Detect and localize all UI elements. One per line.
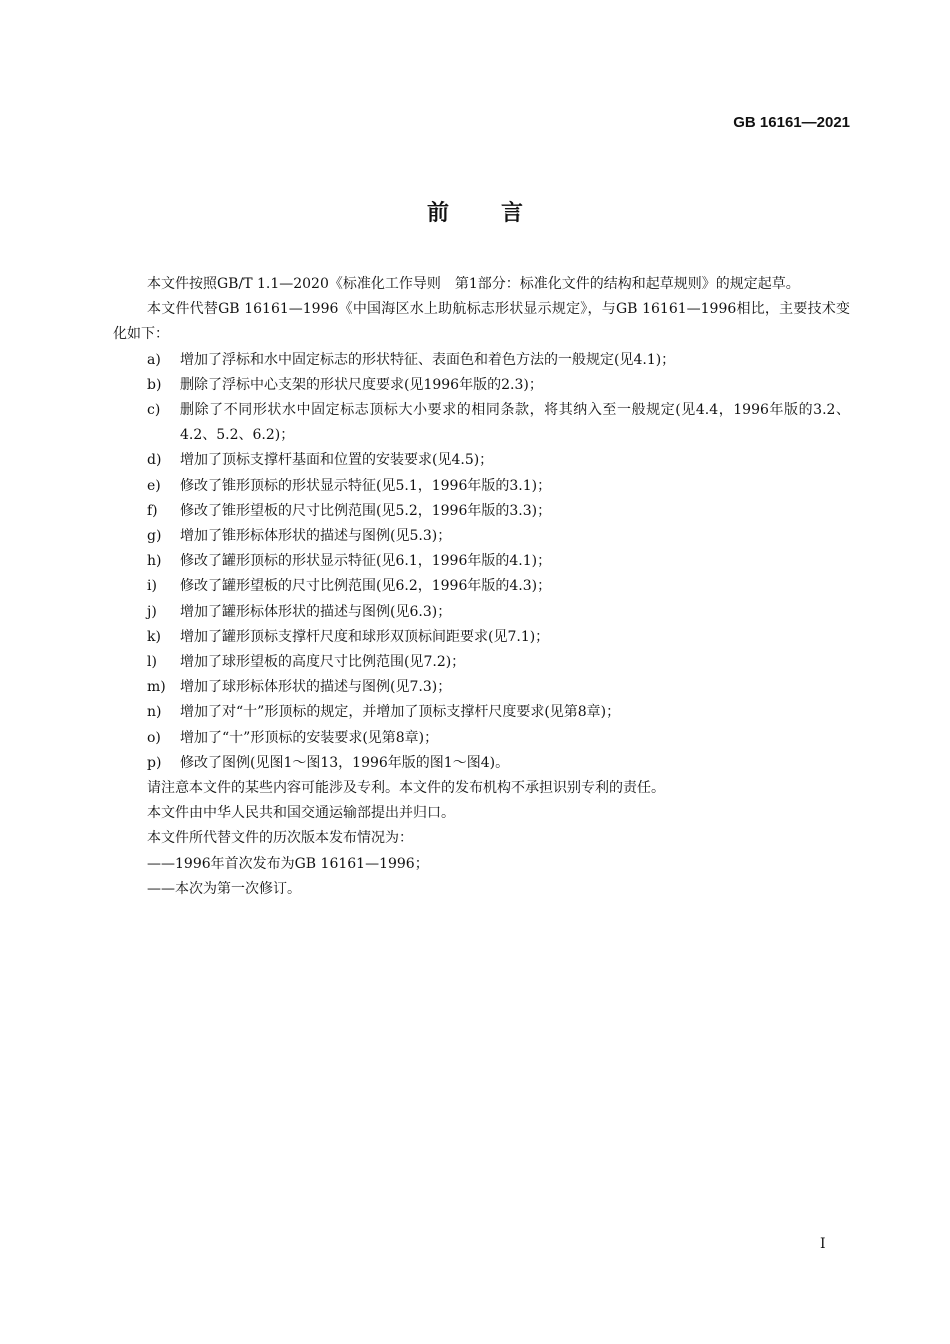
history-item: ——本次为第一次修订。: [147, 880, 301, 897]
list-item-label: b): [147, 376, 162, 393]
page-title: 前言: [426, 201, 575, 226]
list-item-label: p): [147, 754, 162, 771]
list-item-text: 增加了对“十”形顶标的规定，并增加了顶标支撑杆尺度要求(见第8章)；: [180, 704, 621, 721]
standard-number: GB 16161—2021: [733, 114, 850, 131]
list-item-label: f): [147, 502, 158, 519]
history-item: ——1996年首次发布为GB 16161—1996；: [147, 855, 429, 872]
list-item: [113, 398, 850, 448]
list-item-label: n): [147, 704, 162, 721]
paragraph: 本文件由中华人民共和国交通运输部提出并归口。: [147, 805, 455, 822]
list-item-text: 增加了锥形标体形状的描述与图例(见5.3)；: [180, 528, 452, 545]
list-item-label: o): [147, 729, 161, 746]
list-item: [113, 373, 850, 398]
list-item-text: 修改了锥形顶标的形状显示特征(见5.1，1996年版的3.1)；: [180, 477, 552, 494]
list-item-label: g): [147, 528, 162, 545]
list-item-label: h): [147, 553, 162, 570]
document-body: [113, 272, 850, 902]
list-item-label: i): [147, 578, 157, 595]
list-item: [113, 751, 850, 776]
list-item: [113, 600, 850, 625]
list-item-text: 增加了顶标支撑杆基面和位置的安装要求(见4.5)；: [180, 452, 494, 469]
list-item: [113, 574, 850, 599]
list-item-text: 增加了“十”形顶标的安装要求(见第8章)；: [180, 729, 439, 746]
list-item: [113, 650, 850, 675]
list-item-text: 修改了图例(见图1～图13，1996年版的图1～图4)。: [180, 754, 510, 771]
paragraph: 请注意本文件的某些内容可能涉及专利。本文件的发布机构不承担识别专利的责任。: [147, 780, 665, 797]
list-item-text: 删除了浮标中心支架的形状尺度要求(见1996年版的2.3)；: [180, 376, 543, 393]
list-item-label: k): [147, 628, 161, 645]
list-item-text: 增加了罐形顶标支撑杆尺度和球形双顶标间距要求(见7.1)；: [180, 628, 550, 645]
list-item: [113, 700, 850, 725]
list-item: [113, 726, 850, 751]
list-item-label: c): [147, 402, 161, 419]
list-item-label: a): [147, 351, 161, 368]
paragraph: 本文件按照GB/T 1.1—2020《标准化工作导则 第1部分：标准化文件的结构和起草规则》的规定起草。: [147, 276, 800, 292]
page-number: I: [820, 1236, 826, 1252]
list-item: [113, 348, 850, 373]
list-item-label: d): [147, 452, 162, 469]
list-item: [113, 499, 850, 524]
paragraph: 本文件所代替文件的历次版本发布情况为：: [147, 830, 413, 847]
list-item-label: l): [147, 654, 157, 671]
list-item: [113, 474, 850, 499]
list-item-text: 增加了球形望板的高度尺寸比例范围(见7.2)；: [180, 654, 466, 671]
list-item-text: 修改了锥形望板的尺寸比例范围(见5.2，1996年版的3.3)；: [180, 502, 552, 519]
change-list: [113, 348, 850, 776]
list-item-text: 修改了罐形望板的尺寸比例范围(见6.2，1996年版的4.3)；: [180, 578, 552, 595]
list-item-text: 增加了罐形标体形状的描述与图例(见6.3)；: [180, 603, 452, 620]
list-item: [113, 549, 850, 574]
list-item-text: 增加了球形标体形状的描述与图例(见7.3)；: [180, 679, 452, 696]
list-item: [113, 524, 850, 549]
paragraph: 本文件代替GB 16161—1996《中国海区水上助航标志形状显示规定》，与GB 16161—1996相比，主要技术变化如下：: [113, 301, 850, 343]
list-item: [113, 625, 850, 650]
list-item: [113, 448, 850, 473]
list-item-label: j): [147, 603, 157, 620]
list-item-text: 增加了浮标和水中固定标志的形状特征、表面色和着色方法的一般规定(见4.1)；: [180, 351, 676, 368]
list-item-text: 删除了不同形状水中固定标志顶标大小要求的相同条款，将其纳入至一般规定(见4.4，1996年版的3.2、4.2、5.2、6.2)；: [180, 402, 850, 444]
list-item-label: m): [147, 679, 166, 696]
list-item: [113, 675, 850, 700]
list-item-text: 修改了罐形顶标的形状显示特征(见6.1，1996年版的4.1)；: [180, 553, 552, 570]
list-item-label: e): [147, 477, 161, 494]
